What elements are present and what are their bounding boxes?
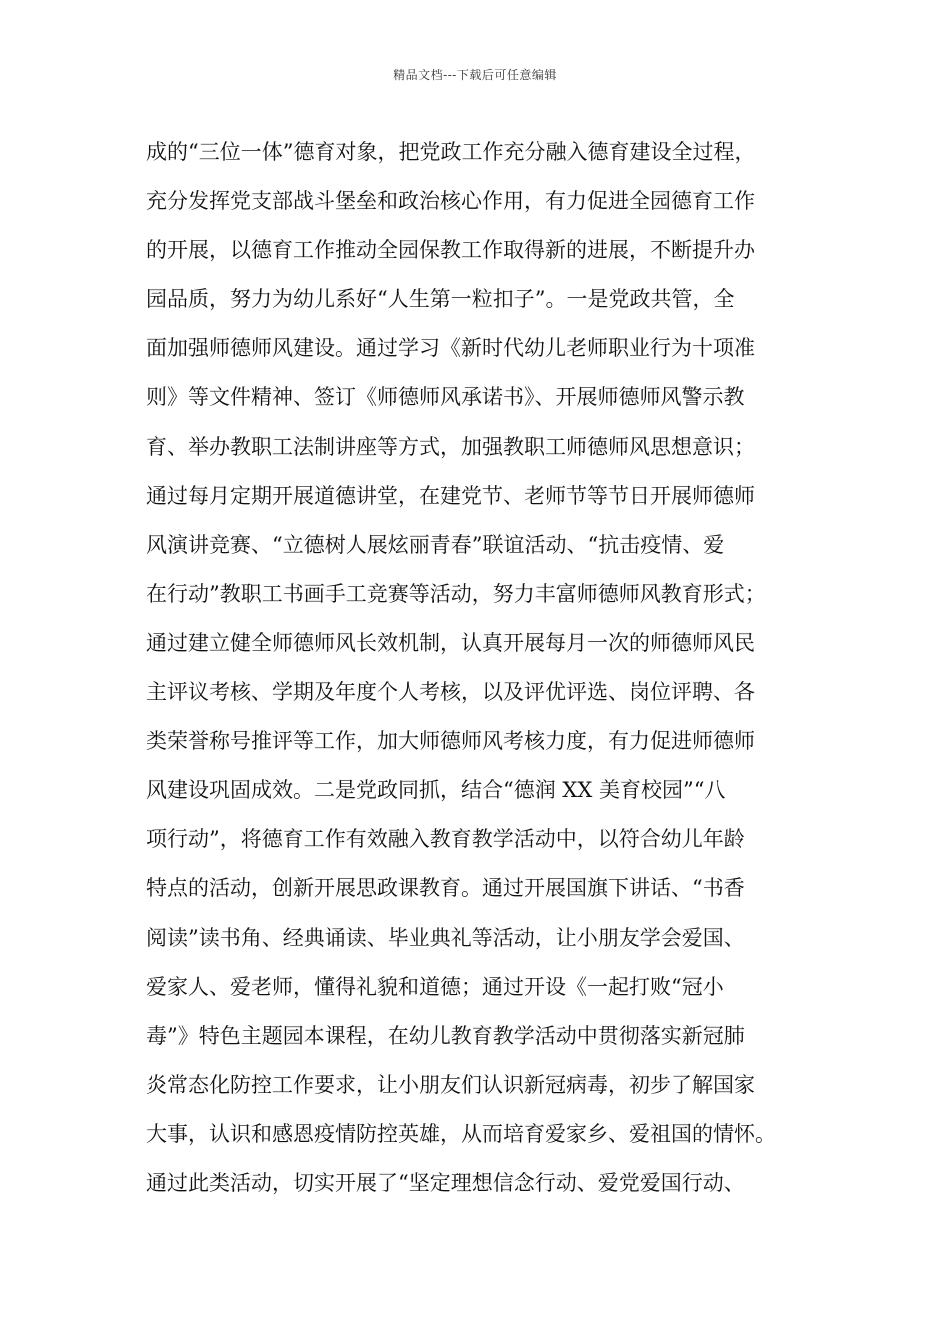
text-line: 的开展，以德育工作推动全园保教工作取得新的进展，不断提升办 [146, 238, 755, 263]
text-line: 爱家人、爱老师，懂得礼貌和道德；通过开设《一起打败“冠小 [146, 974, 724, 999]
text-line: 园品质，努力为幼儿系好“人生第一粒扣子”。一是党政共管，全 [146, 287, 735, 312]
text-line: 在行动”教职工书画手工竞赛等活动，努力丰富师德师风教育形式； [146, 581, 766, 606]
text-line: 育、举办教职工法制讲座等方式，加强教职工师德师风思想意识； [146, 434, 755, 459]
text-line: 大事，认识和感恩疫情防控英雄，从而培育爱家乡、爱祖国的情怀。 [146, 1121, 776, 1146]
body-text [146, 128, 826, 1208]
text-line: 阅读”读书角、经典诵读、毕业典礼等活动，让小朋友学会爱国、 [146, 925, 745, 950]
text-line: 面加强师德师风建设。通过学习《新时代幼儿老师职业行为十项准 [146, 336, 755, 361]
text-line: 通过建立健全师德师风长效机制，认真开展每月一次的师德师风民 [146, 630, 755, 655]
text-line: 通过每月定期开展道德讲堂，在建党节、老师节等节日开展师德师 [146, 483, 755, 508]
text-line: 主评议考核、学期及年度个人考核，以及评优评选、岗位评聘、各 [146, 680, 755, 705]
text-line: 充分发挥党支部战斗堡垒和政治核心作用，有力促进全园德育工作 [146, 189, 755, 214]
text-line: 通过此类活动，切实开展了“坚定理想信念行动、爱党爱国行动、 [146, 1170, 745, 1195]
text-line: 风建设巩固成效。二是党政同抓，结合“德润 XX 美育校园”“八 [146, 778, 726, 803]
header-note: 精品文档---下载后可任意编辑 [393, 68, 557, 82]
text-line: 项行动”，将德育工作有效融入教育教学活动中，以符合幼儿年龄 [146, 827, 745, 852]
text-line: 成的“三位一体”德育对象，把党政工作充分融入德育建设全过程， [146, 140, 756, 164]
text-line: 特点的活动，创新开展思政课教育。通过开展国旗下讲话、“书香 [146, 876, 745, 901]
text-line: 风演讲竞赛、“立德树人展炫丽青春”联谊活动、“抗击疫情、爱 [146, 532, 725, 557]
text-line: 则》等文件精神、签订《师德师风承诺书》、开展师德师风警示教 [146, 385, 745, 410]
text-line: 毒”》特色主题园本课程，在幼儿教育教学活动中贯彻落实新冠肺 [146, 1023, 745, 1048]
text-line: 类荣誉称号推评等工作，加大师德师风考核力度，有力促进师德师 [146, 729, 755, 754]
text-line: 炎常态化防控工作要求，让小朋友们认识新冠病毒，初步了解国家 [146, 1072, 755, 1097]
